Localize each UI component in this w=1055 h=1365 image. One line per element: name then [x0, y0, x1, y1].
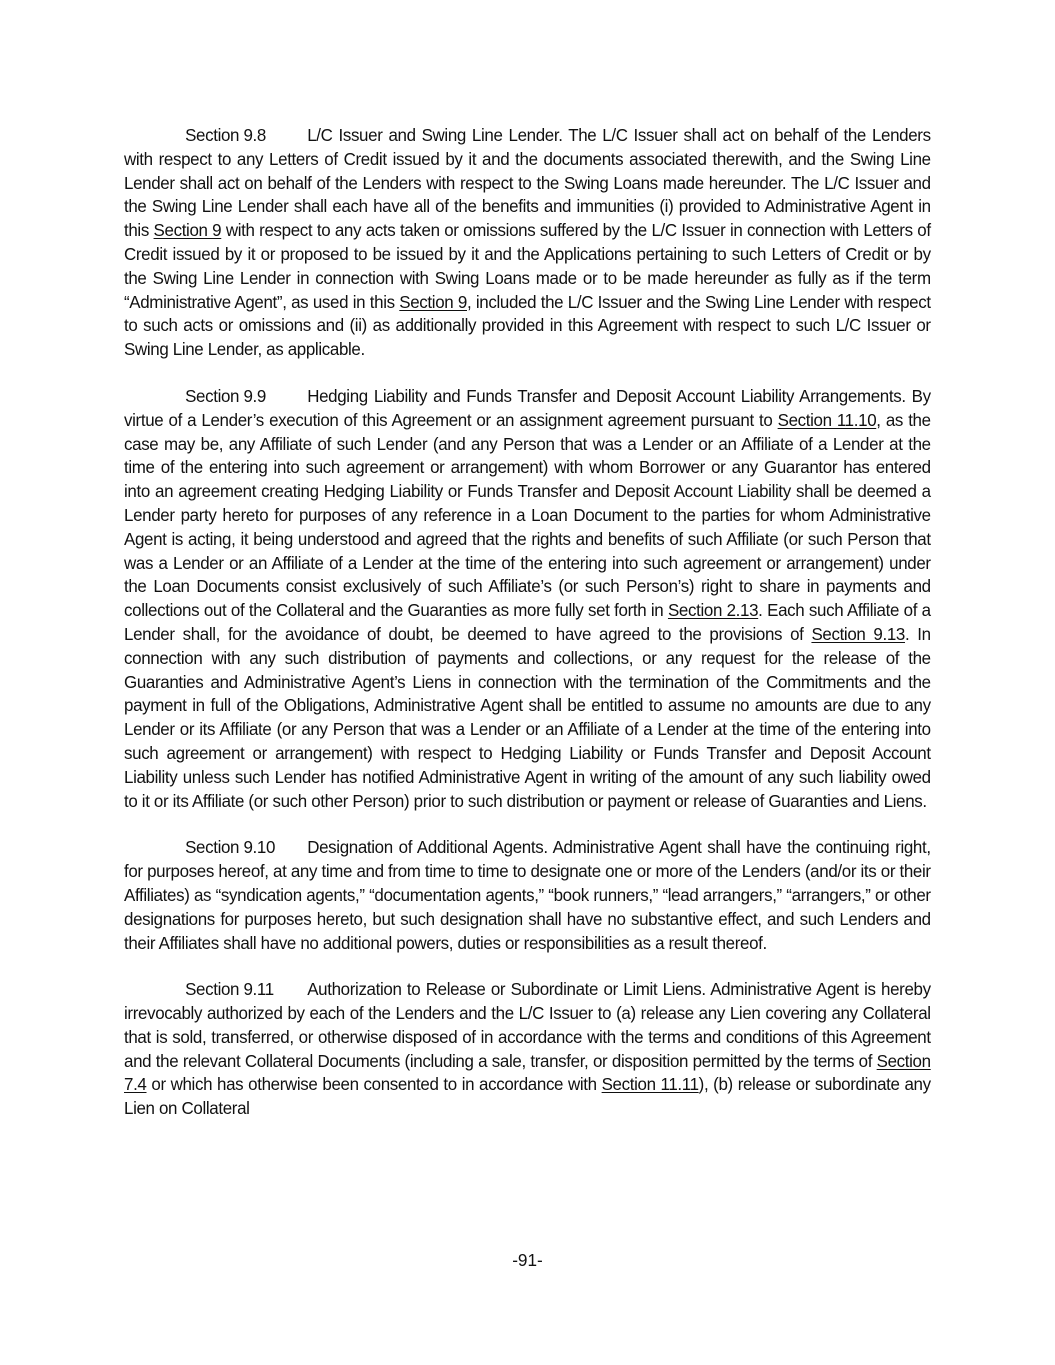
section-9-11: [124, 978, 931, 1121]
section-title: L/C Issuer and Swing Line Lender.: [307, 125, 563, 145]
section-reference: Section 11.11: [601, 1074, 699, 1095]
section-text: or which has otherwise been consented to in accordance with: [146, 1074, 602, 1095]
section-text: , as the case may be, any Affiliate of such Lender (and any Person that was a Lender or an Affiliate of a Lender at the time of the entering into such agreement or arrangement) with whom Borrower or any Guarantor has entered into an agreement creating Hedging Liability or Funds Transfer and Deposit Account Liability shall be deemed a Lender party hereto for purposes of any reference in a Loan Document to the parties for whom Administrative Agent is acting, it being understood and agreed that the rights and benefits of such Affiliate (or such Person that was a Lender or an Affiliate of a Lender at the time of the entering into such agreement or arrangement) under the Loan Documents consist exclusively of such Affiliate’s (or such Person’s) right to share in payments and collections out of the Collateral and the Guaranties as more fully set forth in: [124, 409, 931, 621]
page-number: -91-: [512, 1250, 543, 1270]
section-text: By virtue of a Lender’s execution of this Agreement or an assignment agreement pursuant to: [124, 385, 931, 430]
section-text: Administrative Agent shall have the continuing right, for purposes hereof, at any time and from time to time to designate one or more of the Lenders (and/or its or their Affiliates) as “syndication agents,” “documentation agents,” “book runners,” “lead arrangers,” “arrangers,” or other designations for purposes hereto, but such designation shall have no substantive effect, and such Lenders and their Affiliates shall have no additional powers, duties or responsibilities as a result thereof.: [124, 837, 931, 953]
section-text: The L/C Issuer shall act on behalf of the Lenders with respect to any Letters of Credit issued by it and the documents associated therewith, and the Swing Line Lender shall act on behalf of the Lenders with respect to the Swing Loans made hereunder. The L/C Issuer and the Swing Line Lender shall each have all of the benefits and immunities (i) provided to Administrative Agent in this: [124, 125, 931, 241]
section-text: Administrative Agent is hereby irrevocably authorized by each of the Lenders and the L/C Issuer to (a) release any Lien covering any Collateral that is sold, transferred, or otherwise disposed of in accordance with the terms and conditions of this Agreement and the relevant Collateral Documents (including a sale, transfer, or disposition permitted by the terms of: [124, 979, 931, 1071]
section-reference: Section 9: [399, 291, 467, 312]
section-title: Hedging Liability and Funds Transfer and Deposit Account Liability Arrangements.: [307, 385, 906, 406]
section-reference: Section 11.10: [777, 409, 877, 430]
section-reference: Section 2.13: [667, 600, 759, 621]
section-text: . In connection with any such distribution of payments and collections, or any request for the release of the Guaranties and Administrative Agent’s Liens in connection with the termination of the Commitments and the payment in full of the Obligations, Administrative Agent shall be entitled to assume no amounts are due to any Lender or its Affiliate (or any Person that was a Lender or an Affiliate of a Lender at the time of the entering into such agreement or arrangement) with respect to Hedging Liability or Funds Transfer and Deposit Account Liability unless such Lender has notified Administrative Agent in writing of the amount of any such liability owed to it or its Affiliate (or such other Person) prior to such distribution or payment or release of Guaranties and Liens.: [124, 623, 931, 811]
section-title: Authorization to Release or Subordinate or Limit Liens.: [307, 979, 706, 1000]
section-number: Section 9.11: [185, 979, 274, 1000]
section-number: Section 9.8: [185, 125, 266, 145]
section-text: with respect to any acts taken or omissions suffered by the L/C Issuer in connection with Letters of Credit issued by it or proposed to be issued by it and the Applications pertaining to such Letters of Credit or by the Swing Line Lender in connection with Swing Loans made or to be made hereunder as fully as if the term “Administrative Agent”, as used in this: [124, 220, 931, 312]
section-number: Section 9.10: [185, 837, 276, 858]
section-reference: Section 9: [153, 220, 222, 241]
section-title: Designation of Additional Agents.: [307, 837, 548, 858]
section-number: Section 9.9: [185, 385, 266, 406]
section-reference: Section 7.4: [124, 1050, 931, 1095]
document-body: [124, 124, 931, 1144]
section-9-10: [124, 836, 931, 955]
section-9-8: [124, 124, 931, 362]
section-text: ), (b) release or subordinate any Lien on Collateral: [124, 1074, 931, 1119]
section-text: . Each such Affiliate of a Lender shall, for the avoidance of doubt, be deemed to have agreed to the provisions of: [124, 600, 931, 644]
section-9-9: [124, 385, 931, 813]
section-text: , included the L/C Issuer and the Swing Line Lender with respect to such acts or omissions and (ii) as additionally provided in this Agreement with respect to such L/C Issuer or Swing Line Lender, as applicable.: [124, 291, 931, 360]
section-reference: Section 9.13: [811, 623, 905, 644]
